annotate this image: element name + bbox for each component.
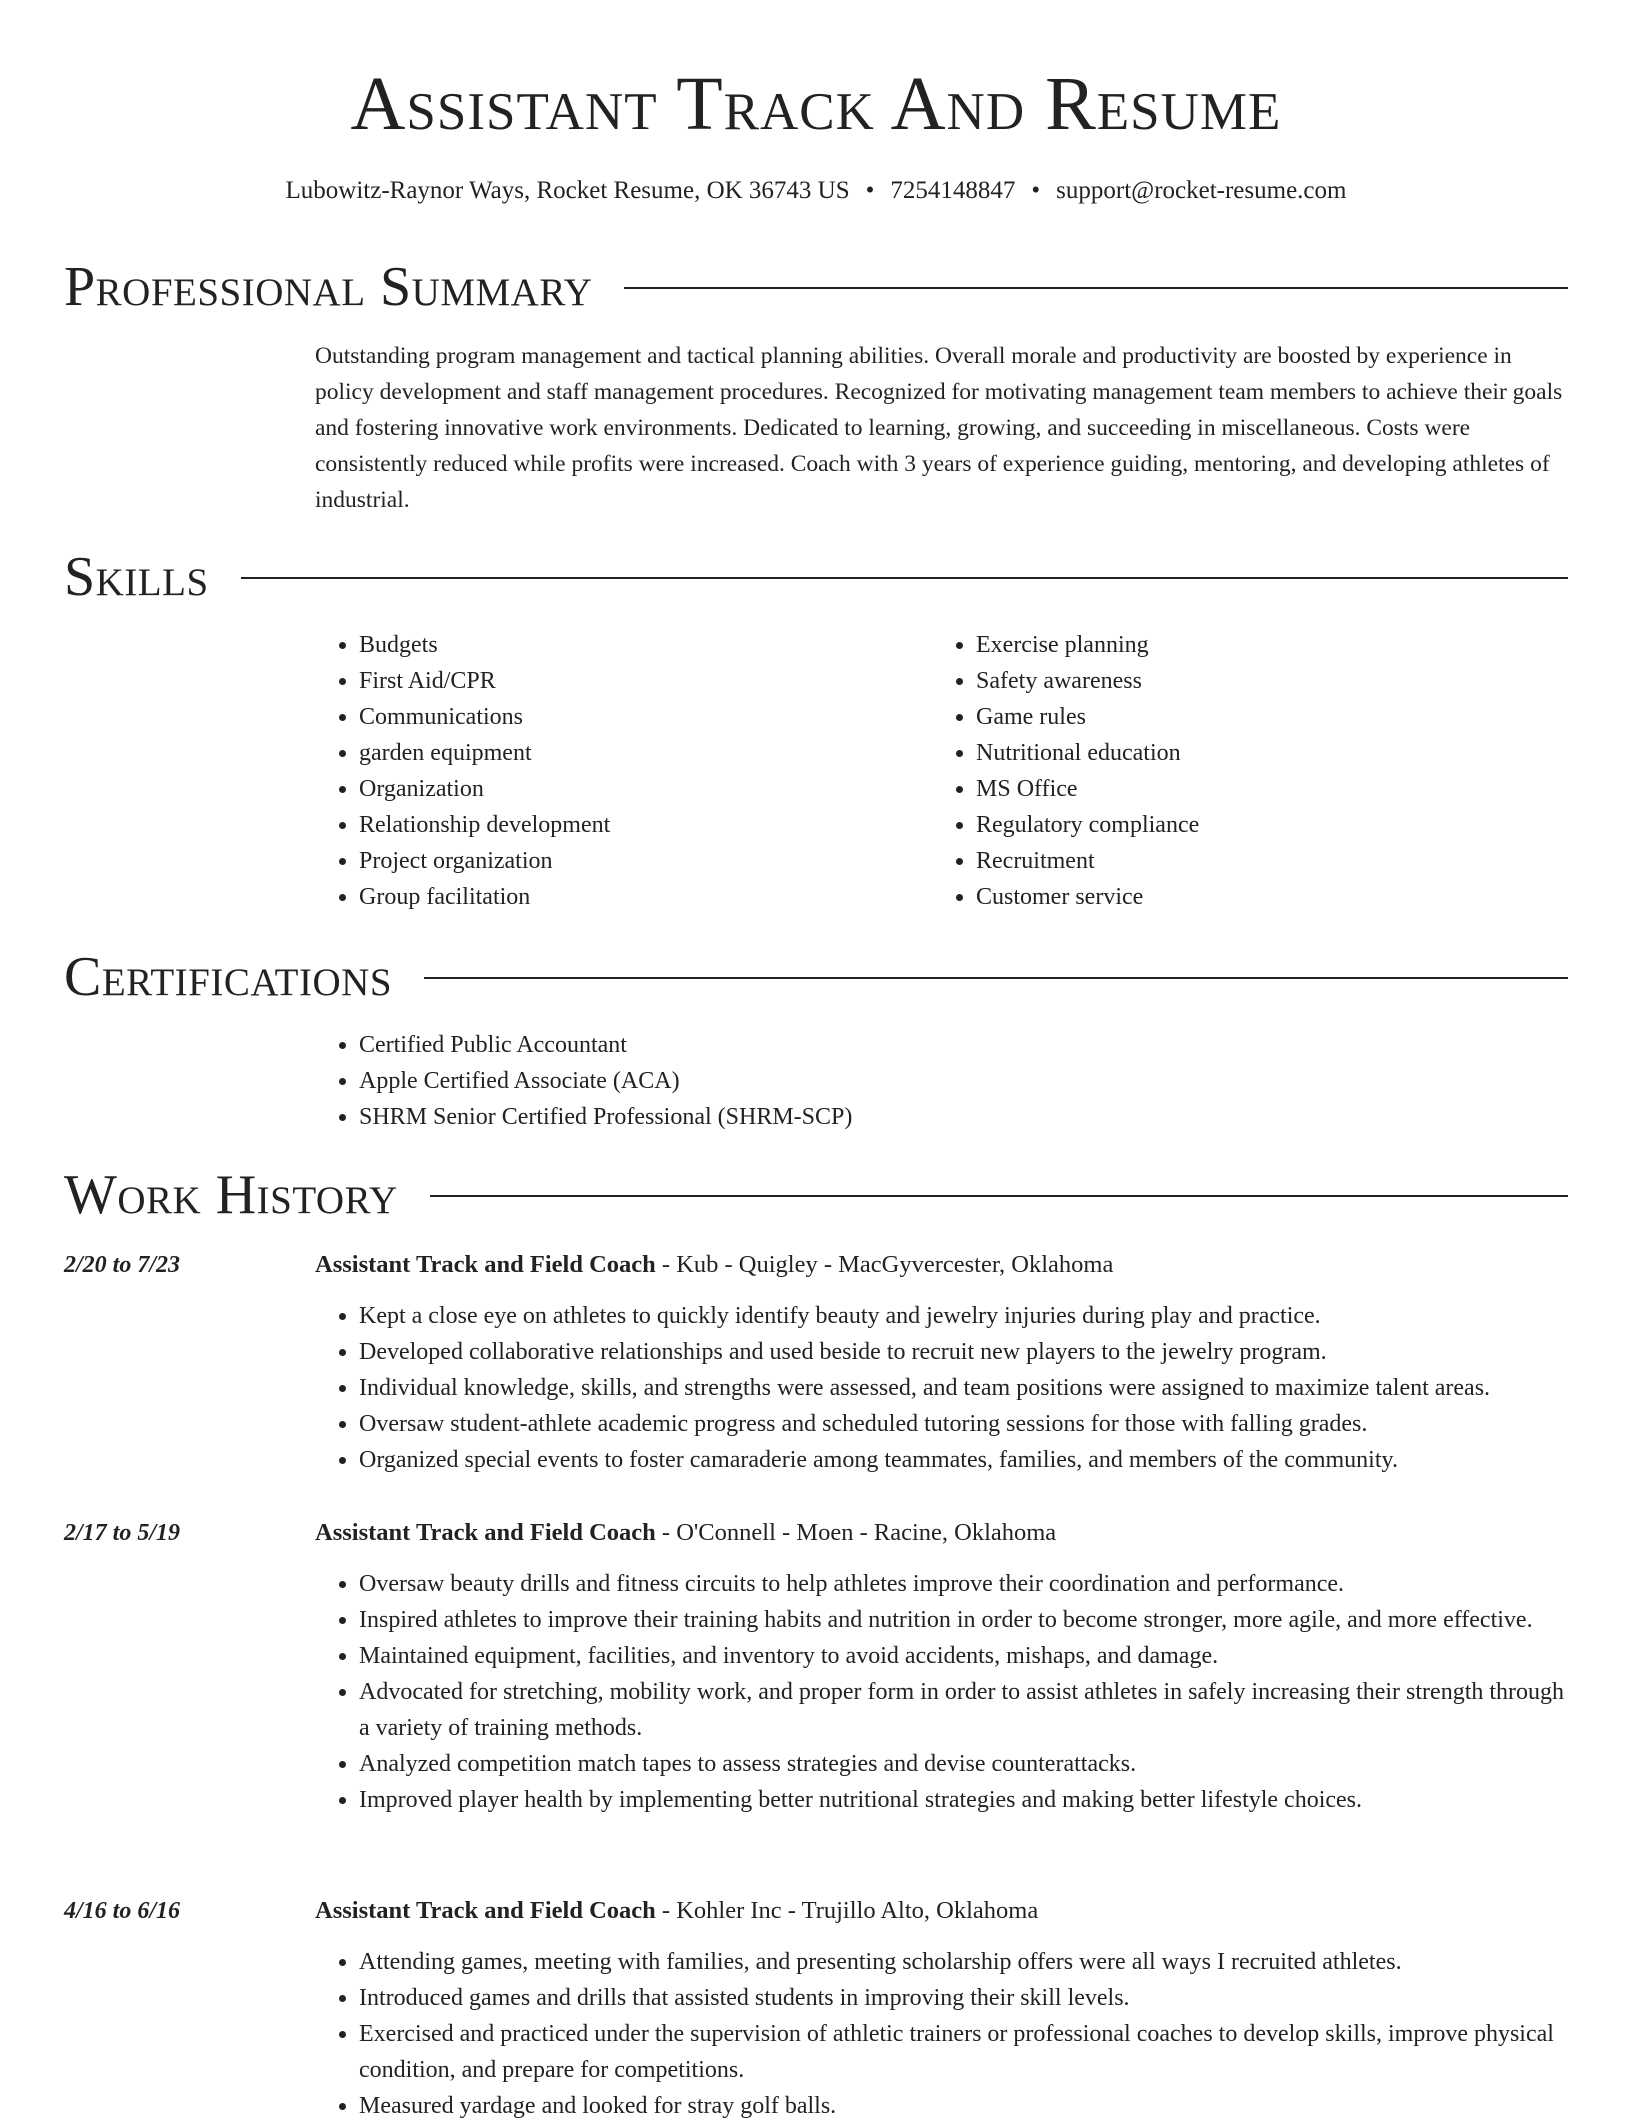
job-duty: • Organized special events to foster camaraderie among teammates, families, and members of the community. (359, 1442, 1569, 1478)
section-header-skills (64, 545, 1568, 609)
skill-item: • Organization (359, 771, 915, 807)
skill-item: • Budgets (359, 627, 915, 663)
skill-item: • First Aid/CPR (359, 663, 915, 699)
contact-phone: 7254148847 (890, 177, 1016, 204)
job-duty: • Inspired athletes to improve their training habits and nutrition in order to become stronger, more agile, and more effective. (359, 1602, 1569, 1638)
skill-item: • Communications (359, 699, 915, 735)
job-duty: • Kept a close eye on athletes to quickly identify beauty and jewelry injuries during play and practice. (359, 1298, 1569, 1334)
section-divider (624, 287, 1568, 289)
job-employer: - O'Connell - Moen - Racine, Oklahoma (655, 1519, 1057, 1546)
job-heading (315, 1248, 1113, 1282)
contact-address: Lubowitz-Raynor Ways, Rocket Resume, OK 36743 US (285, 177, 850, 204)
certification-item: • SHRM Senior Certified Professional (SHRM-SCP) (359, 1099, 1315, 1135)
job-duties (315, 1298, 1569, 1478)
contact-email: support@rocket-resume.com (1056, 177, 1347, 204)
section-divider (424, 977, 1568, 979)
job-duty: • Oversaw beauty drills and fitness circuits to help athletes improve their coordination and performance. (359, 1566, 1569, 1602)
resume-name: Assistant Track And Resume (350, 62, 1282, 146)
job-dates: 4/16 to 6/16 (64, 1898, 181, 1924)
job-duty: • Measured yardage and looked for stray golf balls. (359, 2088, 1569, 2124)
job-duty: • Attending games, meeting with families, and presenting scholarship offers were all ways I recruited athletes. (359, 1944, 1569, 1980)
job-duty: • Introduced games and drills that assisted students in improving their skill levels. (359, 1980, 1569, 2016)
skill-item: • Group facilitation (359, 879, 915, 915)
job-dates: 2/20 to 7/23 (64, 1252, 181, 1278)
skill-item: • garden equipment (359, 735, 915, 771)
job-title: Assistant Track and Field Coach (315, 1897, 656, 1924)
job-dates: 2/17 to 5/19 (64, 1520, 181, 1546)
skill-item: • Relationship development (359, 807, 915, 843)
certifications-list (315, 1027, 1315, 1135)
section-header-certifications (64, 945, 1568, 1009)
skills-column-right (932, 627, 1532, 915)
skill-item: • Exercise planning (976, 627, 1532, 663)
job-duty: • Exercised and practiced under the supervision of athletic trainers or professional coaches to develop skills, improve physical condition, and prepare for competitions. (359, 2016, 1569, 2088)
job-duty: • Analyzed competition match tapes to assess strategies and devise counterattacks. (359, 1746, 1569, 1782)
skill-item: • Game rules (976, 699, 1532, 735)
skill-item: • MS Office (976, 771, 1532, 807)
job-duty: • Developed collaborative relationships and used beside to recruit new players to the jewelry program. (359, 1334, 1569, 1370)
skills-column-left (315, 627, 915, 915)
skill-item: • Nutritional education (976, 735, 1532, 771)
job-title: Assistant Track and Field Coach (315, 1251, 656, 1278)
section-title-skills: Skills (64, 546, 209, 608)
job-duty: • Individual knowledge, skills, and strengths were assessed, and team positions were assigned to maximize talent areas. (359, 1370, 1569, 1406)
section-divider (430, 1195, 1568, 1197)
skill-item: • Customer service (976, 879, 1532, 915)
skill-item: • Regulatory compliance (976, 807, 1532, 843)
section-title-work-history: Work History (64, 1164, 398, 1226)
contact-line (0, 174, 1632, 208)
job-duty: • Advocated for stretching, mobility work, and proper form in order to assist athletes in safely increasing their strength through a variety of training methods. (359, 1674, 1569, 1746)
section-title-summary: Professional Summary (64, 256, 593, 318)
certification-item: • Certified Public Accountant (359, 1027, 1315, 1063)
skill-item: • Safety awareness (976, 663, 1532, 699)
job-duty: • Improved player health by implementing better nutritional strategies and making better lifestyle choices. (359, 1782, 1569, 1818)
job-employer: - Kub - Quigley - MacGyvercester, Oklahoma (655, 1251, 1114, 1278)
job-duties (315, 1566, 1569, 1818)
section-divider (241, 577, 1568, 579)
contact-separator: • (1031, 177, 1041, 204)
skill-item: • Recruitment (976, 843, 1532, 879)
job-heading (315, 1516, 1056, 1550)
contact-separator: • (865, 177, 875, 204)
certification-item: • Apple Certified Associate (ACA) (359, 1063, 1315, 1099)
job-duty: • Maintained equipment, facilities, and inventory to avoid accidents, mishaps, and damage. (359, 1638, 1569, 1674)
summary-text: Outstanding program management and tactical planning abilities. Overall morale and productivity are boosted by experience in policy development and staff management procedures. Recognized for motivating management team members to achieve their goals and fostering innovative work environments. Dedicated to learning, growing, and succeeding in miscellaneous. Costs were consistently reduced while profits were increased. Coach with 3 years of experience guiding, mentoring, and developing athletes of industrial. (315, 343, 1563, 513)
job-title: Assistant Track and Field Coach (315, 1519, 656, 1546)
section-header-summary (64, 255, 1568, 319)
section-header-work-history (64, 1163, 1568, 1227)
job-employer: - Kohler Inc - Trujillo Alto, Oklahoma (655, 1897, 1039, 1924)
job-duties (315, 1944, 1569, 2124)
skill-item: • Project organization (359, 843, 915, 879)
section-title-certifications: Certifications (64, 946, 393, 1008)
job-duty: • Oversaw student-athlete academic progress and scheduled tutoring sessions for those with falling grades. (359, 1406, 1569, 1442)
job-heading (315, 1894, 1038, 1928)
